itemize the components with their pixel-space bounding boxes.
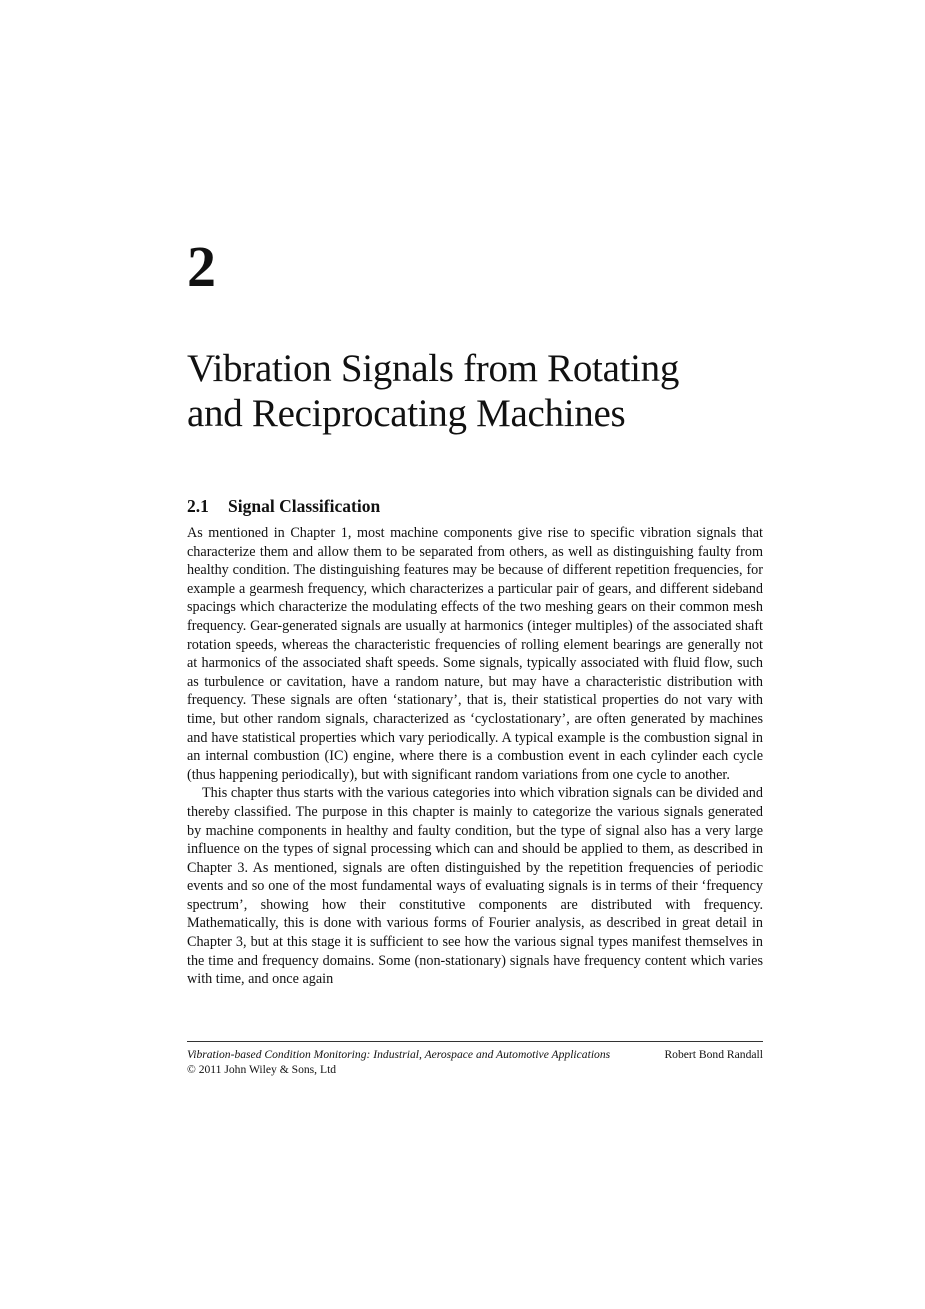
section-number: 2.1	[187, 496, 209, 516]
footer-author: Robert Bond Randall	[664, 1048, 763, 1061]
chapter-title-line-2: and Reciprocating Machines	[187, 392, 626, 435]
footnote-divider	[187, 1041, 763, 1042]
footer	[187, 1047, 763, 1077]
footer-book-title: Vibration-based Condition Monitoring: Industrial, Aerospace and Automotive Applications	[187, 1048, 611, 1061]
paragraph-2: This chapter thus starts with the various categories into which vibration signals can be divided and thereby classified. The purpose in this chapter is mainly to categorize the various signals generated by machine components in healthy and faulty condition, but the type of signal also has a very large influence on the types of signal processing which can and should be applied to them, as described in Chapter 3. As mentioned, signals are often distinguished by the repetition frequencies of periodic events and so one of the most fundamental ways of evaluating signals is in terms of their ‘frequency spectrum’, showing how their constitutive components are distributed with frequency. Mathematically, this is done with various forms of Fourier analysis, as described in great detail in Chapter 3, but at this stage it is sufficient to see how the various signal types manifest themselves in the time and frequency domains. Some (non-stationary) signals have frequency content which varies with time, and once again	[187, 785, 763, 988]
footer-citation	[187, 1047, 763, 1062]
paragraph-1: As mentioned in Chapter 1, most machine components give rise to specific vibration signals that characterize them and allow them to be separated from others, as well as distinguishing faulty from healthy condition. The distinguishing features may be because of different repetition frequencies, for example a gearmesh frequency, which characterizes a particular pair of gears, and different sideband spacings which characterize the modulating effects of the two meshing gears on their common mesh frequency. Gear-generated signals are usually at harmonics (integer multiples) of the associated shaft rotation speeds, whereas the characteristic frequencies of rolling element bearings are generally not at harmonics of the associated shaft speeds. Some signals, typically associated with fluid flow, such as turbulence or cavitation, have a random nature, but may have a characteristic distribution with frequency. These signals are often ‘stationary’, that is, their statistical properties do not vary with time, but other random signals, characterized as ‘cyclostationary’, are often generated by machines and have statistical properties which vary periodically. A typical example is the combustion signal in an internal combustion (IC) engine, where there is a combustion event in each cylinder each cycle (thus happening periodically), but with significant random variations from one cycle to another.	[187, 525, 763, 783]
body-text	[187, 524, 763, 989]
chapter-number: 2	[187, 234, 216, 299]
chapter-title-line-1: Vibration Signals from Rotating	[187, 347, 680, 390]
section-title: Signal Classification	[228, 496, 381, 516]
footer-copyright: © 2011 John Wiley & Sons, Ltd	[187, 1063, 337, 1076]
section-heading	[187, 495, 380, 517]
chapter-title	[187, 346, 787, 436]
